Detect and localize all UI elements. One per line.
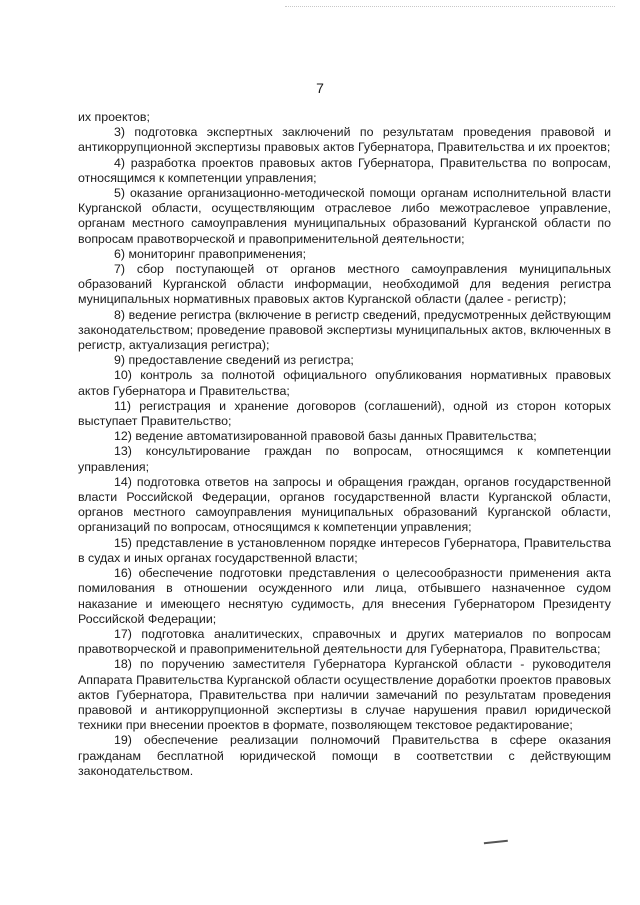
paragraph: 11) регистрация и хранение договоров (соглашений), одной из сторон которых выступает Правительство; <box>78 398 611 429</box>
paragraph: 12) ведение автоматизированной правовой базы данных Правительства; <box>114 429 537 444</box>
page-number: 7 <box>316 80 324 96</box>
paragraph: 5) оказание организационно-методической помощи органам исполнительной власти Курганской области, осуществляющим отраслевое либо межотраслевое управление, органам местного самоуправления муниципальных образований Курганской области по вопросам правотворческой и правоприменительной деятельности; <box>78 186 611 246</box>
paragraph: 14) подготовка ответов на запросы и обращения граждан, органов государственной власти Российской Федерации, органов государственной власти Курганской области, органов местного самоуправления муниципальных образований Курганской области, организаций по вопросам, относящимся к компетенции управления; <box>78 474 611 535</box>
paragraph: 13) консультирование граждан по вопросам, относящимся к компетенции управления; <box>78 444 611 474</box>
paragraph: 9) предоставление сведений из регистра; <box>114 353 354 368</box>
paragraph: 4) разработка проектов правовых актов Губернатора, Правительства по вопросам, относящимся к компетенции управления; <box>78 155 611 185</box>
paragraph: 3) подготовка экспертных заключений по результатам проведения правовой и антикоррупционной экспертизы правовых актов Губернатора, Правительства и их проектов; <box>78 125 611 155</box>
paragraph: 15) представление в установленном порядке интересов Губернатора, Правительства в судах и иных органах государственной власти; <box>78 535 611 565</box>
pen-mark <box>484 840 508 847</box>
paragraph: 10) контроль за полнотой официального опубликования нормативных правовых актов Губернатора и Правительства; <box>78 368 611 398</box>
paragraph: 17) подготовка аналитических, справочных и других материалов по вопросам правотворческой и правоприменительной деятельности для Губернатора, Правительства; <box>78 626 611 657</box>
document-body <box>78 110 611 779</box>
paragraph: 19) обеспечение реализации полномочий Правительства в сфере оказания гражданам бесплатной юридической помощи в соответствии с действующим законодательством. <box>78 733 611 778</box>
paragraph: 16) обеспечение подготовки представления о целесообразности применения акта помилования в отношении осужденного или лица, отбывшего назначенное судом наказание и имеющего неснятую судимость, для внесения Губернатором Президенту Российской Федерации; <box>78 566 611 626</box>
scan-artifact-line <box>285 6 615 9</box>
paragraph: их проектов; <box>78 110 150 124</box>
paragraph: 18) по поручению заместителя Губернатора Курганской области - руководителя Аппарата Правительства Курганской области осуществление доработки проектов правовых актов Губернатора, Правительства при наличии замечаний по результатам проведения правовой и антикоррупционной экспертизы в случае нарушения правил юридической техники при внесении проектов в формате, позволяющем текстовое редактирование; <box>78 657 611 733</box>
paragraph: 6) мониторинг правоприменения; <box>114 246 307 261</box>
paragraph: 8) ведение регистра (включение в регистр сведений, предусмотренных действующим законодательством; проведение правовой экспертизы муниципальных актов, включенных в регистр, актуализация регистра); <box>78 307 611 353</box>
paragraph: 7) сбор поступающей от органов местного самоуправления муниципальных образований Курганской области информации, необходимой для ведения регистра муниципальных нормативных правовых актов Курганской области (далее - регистр); <box>78 262 611 307</box>
